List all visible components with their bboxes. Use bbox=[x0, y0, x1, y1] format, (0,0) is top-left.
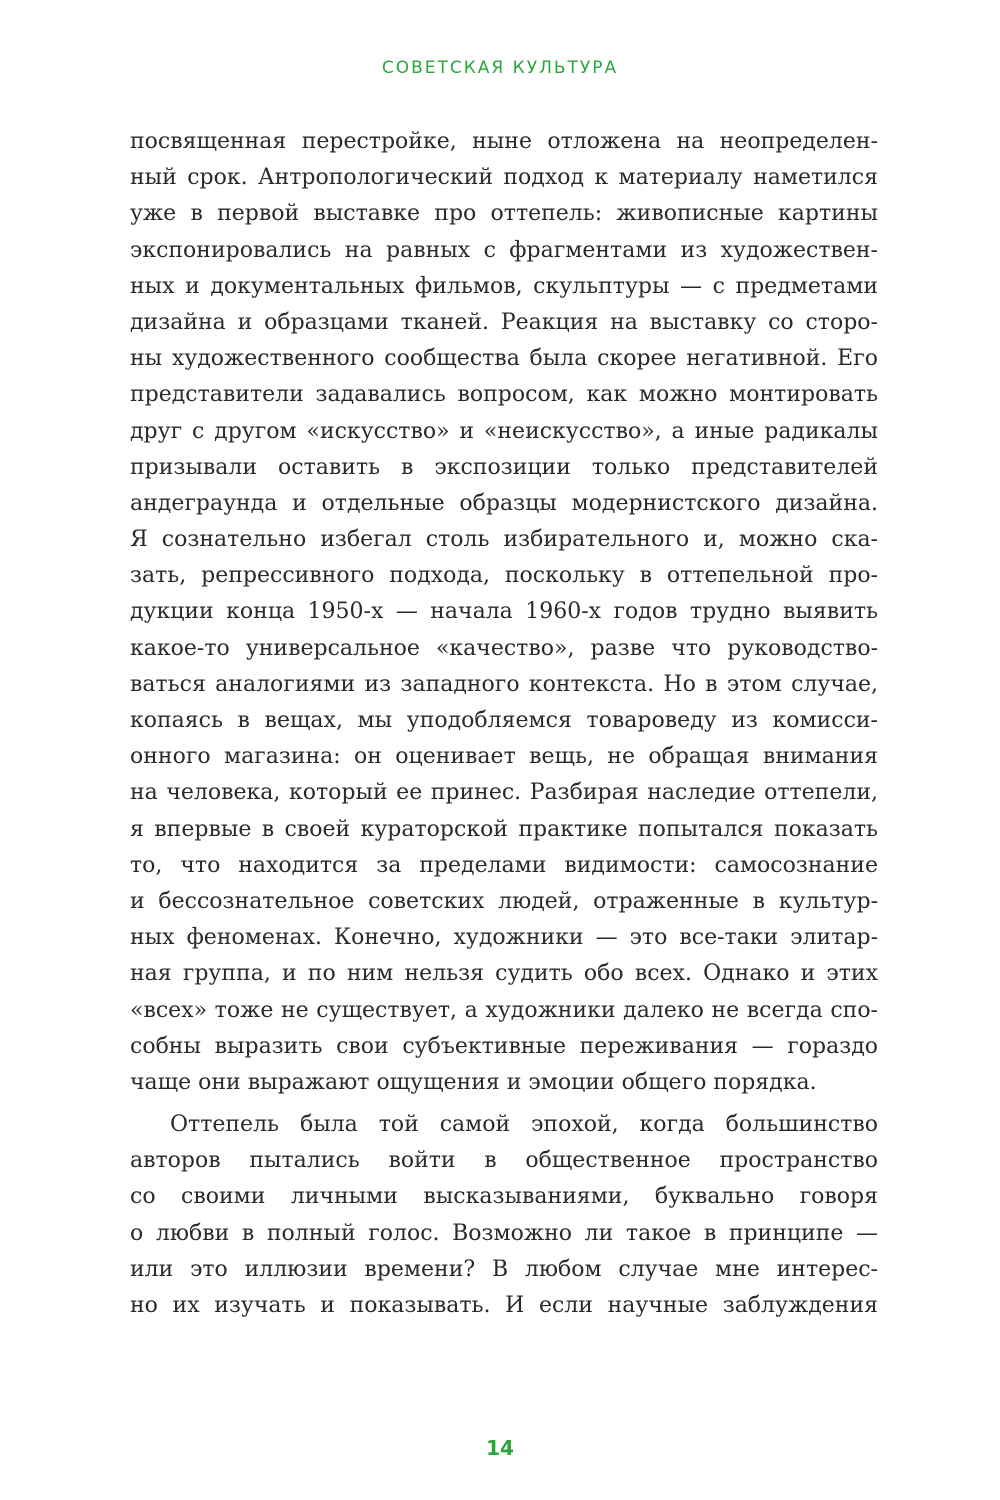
text-line: Я сознательно избегал столь избирательного и, можно ска- bbox=[130, 527, 878, 553]
text-line: андеграунда и отдельные образцы модернистского дизайна. bbox=[130, 490, 878, 516]
text-line: авторов пытались войти в общественное пространство bbox=[130, 1148, 878, 1174]
text-line: ная группа, и по ним нельзя судить обо всех. Однако и этих bbox=[130, 961, 878, 987]
paragraph-1 bbox=[130, 124, 878, 1101]
text-line: представители задавались вопросом, как можно монтировать bbox=[130, 382, 878, 408]
text-line: онного магазина: он оценивает вещь, не обращая внимания bbox=[130, 744, 878, 770]
text-line: копаясь в вещах, мы уподобляемся товароведу из комисси- bbox=[130, 708, 878, 733]
page-number: 14 bbox=[486, 1436, 514, 1460]
text-line: или это иллюзии времени? В любом случае мне интерес- bbox=[130, 1256, 878, 1282]
text-line: со своими личными высказываниями, буквально говоря bbox=[130, 1184, 878, 1210]
text-line: дукции конца 1950-х — начала 1960-х годов трудно выявить bbox=[130, 599, 878, 625]
text-line: чаще они выражают ощущения и эмоции общего порядка. bbox=[130, 1069, 817, 1095]
running-header: СОВЕТСКАЯ КУЛЬТУРА bbox=[381, 58, 619, 78]
text-line: какое-то универсальное «качество», разве что руководство- bbox=[130, 635, 878, 661]
body-text bbox=[130, 124, 878, 1324]
text-line: экспонировались на равных с фрагментами из художествен- bbox=[130, 237, 878, 263]
paragraph-2 bbox=[130, 1107, 878, 1324]
text-line: друг с другом «искусство» и «неискусство», а иные радикалы bbox=[130, 418, 878, 444]
text-line: зать, репрессивного подхода, поскольку в оттепельной про- bbox=[130, 563, 878, 589]
text-line: на человека, который ее принес. Разбирая наследие оттепели, bbox=[130, 780, 878, 806]
text-line: ваться аналогиями из западного контекста. Но в этом случае, bbox=[130, 671, 878, 697]
text-line: ных феноменах. Конечно, художники — это все-таки элитар- bbox=[130, 925, 878, 951]
text-line: Оттепель была той самой эпохой, когда большинство bbox=[170, 1112, 878, 1138]
text-line: о любви в полный голос. Возможно ли такое в принципе — bbox=[130, 1220, 878, 1246]
text-line: ных и документальных фильмов, скульптуры — с предметами bbox=[130, 273, 878, 299]
text-line: призывали оставить в экспозиции только представителей bbox=[130, 454, 878, 480]
text-line: посвященная перестройке, ныне отложена на неопределен- bbox=[130, 129, 878, 154]
text-line: ный срок. Антропологический подход к материалу наметился bbox=[130, 165, 878, 191]
text-line: и бессознательное советских людей, отраженные в культур- bbox=[130, 888, 878, 914]
text-line: «всех» тоже не существует, а художники далеко не всегда спо- bbox=[130, 997, 878, 1023]
text-line: собны выразить свои субъективные переживания — гораздо bbox=[130, 1033, 878, 1059]
text-line: то, что находится за пределами видимости: самосознание bbox=[130, 852, 878, 878]
text-line: но их изучать и показывать. И если научные заблуждения bbox=[130, 1293, 878, 1318]
text-line: я впервые в своей кураторской практике попытался показать bbox=[130, 816, 878, 842]
text-line: дизайна и образцами тканей. Реакция на выставку со сторо- bbox=[130, 309, 878, 335]
text-line: уже в первой выставке про оттепель: живописные картины bbox=[130, 201, 878, 227]
text-line: ны художественного сообщества была скорее негативной. Его bbox=[130, 346, 878, 372]
